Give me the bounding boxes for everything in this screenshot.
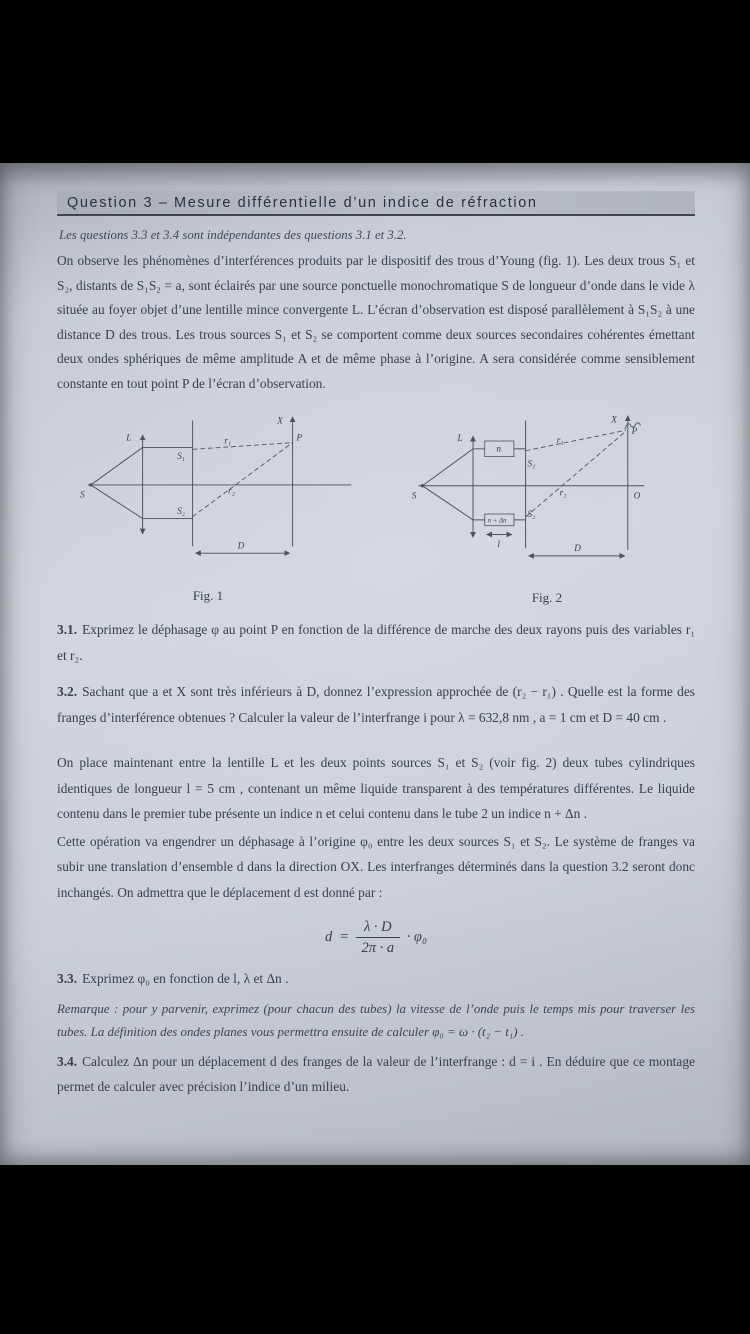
equation-equals: = [339, 929, 350, 946]
equation-fraction [356, 918, 400, 957]
fig1-label-s1: S₁ [177, 450, 185, 461]
equation-numerator: λ · D [356, 918, 400, 938]
fig1-label-lens: L [126, 432, 132, 443]
fig1-label-source: S [80, 489, 85, 500]
fig2-label-s1: S₁ [527, 458, 536, 469]
fig2-ray-r2 [526, 431, 626, 517]
fig1-label-s2: S₂ [177, 505, 185, 516]
question-number: 3.4. [57, 1053, 78, 1069]
letterbox-bottom [0, 1165, 750, 1334]
fig2-label-source: S [411, 490, 417, 501]
document-photo [0, 163, 750, 1165]
question-text: Exprimez φ₀ en fonction de l, λ et Δn . [82, 971, 289, 987]
independence-note: Les questions 3.3 et 3.4 sont indépendantes des questions 3.1 et 3.2. [59, 228, 407, 242]
fig2-caption: Fig. 2 [531, 590, 563, 605]
fig2-ray-upper [422, 449, 484, 486]
fig1-label-d: D [237, 540, 245, 551]
equation-lhs: d [324, 929, 333, 946]
question-text: Sachant que a et X sont très inférieurs à D, donnez l’expression approchée de (r₂ − r₁) . Quelle est la forme des franges d’interférence obtenues ? Calculer la valeur de l’interfrange i pour λ = 632,8 nm , a = 1 cm et D = 40 cm . [57, 684, 695, 725]
fig1-caption: Fig. 1 [192, 588, 224, 603]
fig1-diagram [59, 404, 357, 587]
displacement-equation [57, 918, 695, 957]
fig1-label-x-axis: X [277, 415, 283, 426]
question-3-4 [57, 1049, 695, 1100]
fig2-ray-lower [422, 486, 484, 520]
fig2-label-lens: L [457, 433, 463, 444]
phase-shift-paragraph: Cette opération va engendrer un déphasage à l’origine φ₀ entre les deux sources S₁ et S₂. Le système de franges va subir une translation d’ensemble d dans la direction OX. Les interfranges déterminés dans la question 3.2 seront donc inchangés. On admettra que le déplacement d est donné par : [57, 833, 695, 900]
question-number: 3.1. [57, 622, 78, 637]
question-3-2 [57, 679, 695, 730]
question-number: 3.3. [57, 971, 78, 987]
fig2-label-tube2: n + Δn [487, 517, 507, 525]
equation-denominator: 2π · a [361, 940, 395, 957]
question-text: Calculez Δn pour un déplacement d des franges de la valeur de l’interfrange : d = i . En déduire que ce montage permet de calculer avec précision l’indice d’un milieu. [57, 1053, 695, 1095]
fig1-label-r1: r₁ [224, 435, 232, 446]
fig2-label-r1: r₁ [556, 434, 564, 445]
question-3-1 [57, 617, 695, 668]
question-text: Exprimez le déphasage φ au point P en fonction de la différence de marche des deux rayons puis des variables r₁ et r₂. [57, 622, 695, 663]
tubes-paragraph: On place maintenant entre la lentille L et les deux points sources S₁ et S₂ (voir fig. 2) deux tubes cylindriques identiques de longueur l = 5 cm , contenant un même liquide transparent à des températures différentes. Le liquide contenu dans le premier tube présente un indice n et celui contenu dans le tube 2 un indice n + Δn . [57, 755, 695, 821]
equation-multiplier: · φ₀ [406, 929, 427, 946]
fig1-label-p: P [296, 432, 303, 443]
fig2-label-p: P [631, 426, 638, 437]
question-number: 3.2. [57, 684, 78, 699]
fig2-label-s2: S₂ [527, 508, 536, 519]
fig2-label-l: l [497, 539, 500, 550]
page-content [0, 163, 750, 1100]
section-title: Question 3 – Mesure différentielle d’un indice de réfraction [57, 191, 695, 216]
fig1-ray-r1 [193, 443, 293, 450]
fig1-ray-r2 [193, 443, 293, 517]
fig2-label-d: D [574, 543, 581, 554]
fig2-label-origin: O [633, 490, 641, 501]
figures-row [59, 404, 693, 606]
figure-2 [401, 404, 693, 606]
intro-paragraph: On observe les phénomènes d’interférences produits par le dispositif des trous d’Young (fig. 1). Les deux trous S₁ et S₂, distants de S₁S₂ = a, sont éclairés par une source ponctuelle monochromatique S de longueur d’onde dans le vide λ située au foyer objet d’une lentille mince convergente L. L’écran d’observation est disposé parallèlement à S₁S₂ à une distance D des trous. Les trous sources S₁ et S₂ se comportent comme deux sources secondaires cohérentes émettant deux ondes sphériques de même amplitude A et de même phase à l’origine. A sera considérée comme sensiblement constante en tout point P de l’écran d’observation. [57, 253, 695, 391]
letterbox-top [0, 0, 750, 163]
question-3-3 [57, 966, 695, 992]
fig2-ray-r1 [526, 430, 626, 450]
fig2-label-tube1: n [496, 443, 502, 454]
remark-paragraph: Remarque : pour y parvenir, exprimez (pour chacun des tubes) la vitesse de l’onde puis le temps mis pour traverser les tubes. La définition des ondes planes vous permettra ensuite de calculer φ₀ = ω · (t₂ − t₁) . [57, 1001, 695, 1039]
figure-1 [59, 404, 357, 604]
fig2-diagram [401, 404, 693, 589]
fig1-label-r2: r₂ [228, 485, 235, 496]
fig2-label-x-axis: X [611, 414, 617, 425]
fig2-label-r2: r₂ [559, 487, 567, 498]
